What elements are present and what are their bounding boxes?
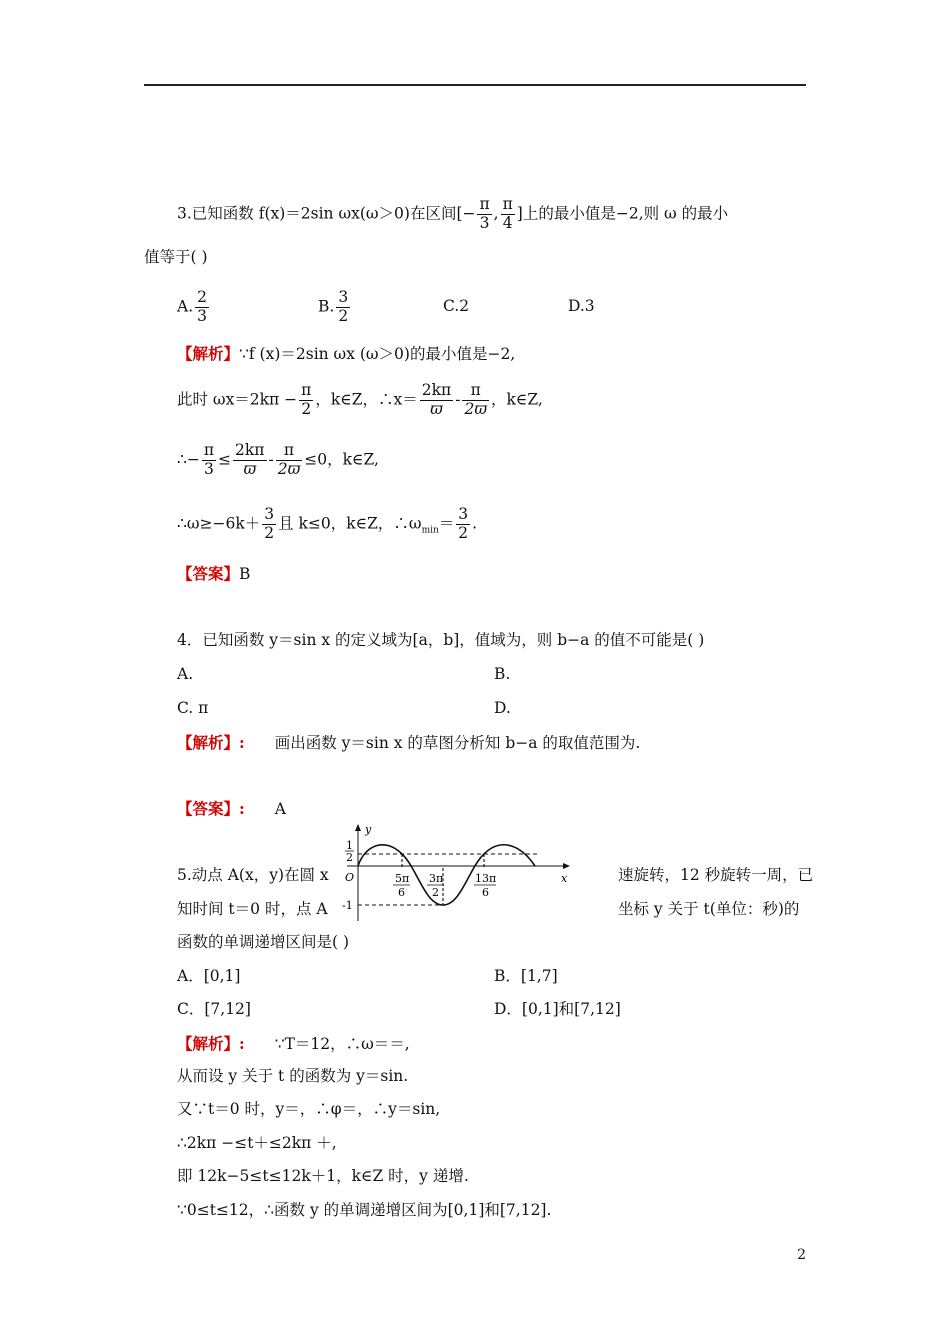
q3-option-a: A. $\frac{2}{3}$ [177, 288, 207, 325]
q5-analysis-line1: 【解析】: ∵T＝12，∴ω＝＝, [177, 1034, 410, 1053]
tick-3pi-2-num: 3π [429, 872, 444, 885]
tick-13pi-6-num: 13π [475, 872, 497, 885]
header-rule [144, 84, 806, 86]
q5-option-d: D．[0,1]和[7,12] [494, 1000, 621, 1018]
q4-option-d: D. [494, 699, 511, 717]
sine-graph-figure [325, 823, 605, 923]
q4-option-b: B. [494, 665, 511, 683]
q3-option-d: D.3 [568, 297, 595, 315]
page-number: 2 [797, 1247, 806, 1263]
q5-stem-line2a: 知时间 t＝0 时，点 A [177, 900, 328, 918]
q3-analysis-line3: ∴− $\frac{\pi}{3}$ ≤ $\frac{2k\pi}{ϖ}$ - $\frac{\pi}{2ϖ}$ ≤0，k∈Z, [177, 441, 379, 478]
q3-fraction-pi-3: $\frac{\pi}{3}$ [479, 195, 490, 232]
origin-label: O [345, 871, 355, 884]
y-axis-label: y [365, 823, 372, 836]
q3-fraction-pi-4: $\frac{\pi}{4}$ [502, 195, 513, 232]
q3-stem-a: 3.已知函数 f(x)＝2sin ωx(ω＞0)在区间[− [177, 204, 476, 223]
q5-analysis-line3: 又∵t＝0 时，y＝，∴φ＝，∴y＝sin, [177, 1100, 441, 1118]
q4-answer: 【答案】: A [177, 799, 286, 818]
tick-13pi-6-den: 6 [482, 886, 489, 899]
q5-option-a: A．[0,1] [177, 967, 241, 985]
q5-option-c: C．[7,12] [177, 1000, 251, 1018]
q3-stem-line1: 3.已知函数 f(x)＝2sin ωx(ω＞0)在区间[− $\frac{\pi}{3}$ , $\frac{\pi}{4}$ ]上的最小值是−2,则 ω 的最小 [177, 195, 729, 232]
q5-stem-line3: 函数的单调递增区间是( ) [177, 933, 350, 951]
q3-option-b: B. $\frac{3}{2}$ [318, 288, 349, 325]
half-den: 2 [346, 851, 353, 864]
q3-answer: 【答案】B [177, 564, 251, 583]
tick-3pi-2-den: 2 [432, 886, 439, 899]
q3-analysis-line4: ∴ω≥−6k＋ $\frac{3}{2}$ 且 k≤0，k∈Z，$\therefore\omega_{min}=$ $\frac{3}{2}$ . [177, 505, 478, 542]
analysis-tag: 【解析】: [177, 733, 245, 752]
x-axis-label: x [561, 872, 568, 885]
q4-stem: 4．已知函数 y＝sin x 的定义域为[a，b]，值域为，则 b−a 的值不可能是( ) [177, 631, 705, 649]
q5-analysis-line4: ∴2kπ −≤t＋≤2kπ ＋, [177, 1134, 337, 1152]
q5-analysis-line6: ∵0≤t≤12，∴函数 y 的单调递增区间为[0,1]和[7,12]. [177, 1201, 552, 1219]
q5-option-b: B．[1,7] [494, 967, 558, 985]
neg-one-label: -1 [342, 899, 353, 912]
q5-analysis-line2: 从而设 y 关于 t 的函数为 y＝sin. [177, 1067, 409, 1085]
q3-analysis-line1: 【解析】∵f (x)＝2sin ωx (ω＞0)的最小值是−2, [177, 344, 516, 363]
answer-tag: 【答案】: [177, 799, 245, 818]
q5-stem-line1a: 5.动点 A(x，y)在圆 x [177, 866, 329, 884]
q3-analysis-line2: 此时 ωx＝2kπ − $\frac{\pi}{2}$ ，k∈Z，∴x＝ $\frac{2k\pi}{ϖ}$ - $\frac{\pi}{2ϖ}$ ，k∈Z, [177, 381, 543, 418]
analysis-tag: 【解析】: [177, 1034, 245, 1053]
q3-stem-b: ]上的最小值是−2,则 ω 的最小 [516, 204, 729, 223]
q5-stem-line1b: 速旋转，12 秒旋转一周，已 [618, 866, 814, 884]
q4-option-c: C. π [177, 699, 209, 717]
half-num: 1 [346, 839, 353, 852]
tick-5pi-6-num: 5π [395, 872, 410, 885]
q5-stem-line2b: 坐标 y 关于 t(单位：秒)的 [618, 900, 800, 918]
answer-tag: 【答案】 [177, 564, 240, 583]
q4-option-a: A. [177, 665, 194, 683]
q4-analysis: 【解析】: 画出函数 y＝sin x 的草图分析知 b−a 的取值范围为. [177, 733, 641, 752]
q5-analysis-line5: 即 12k−5≤t≤12k＋1，k∈Z 时，y 递增. [177, 1167, 469, 1185]
q3-option-c: C.2 [443, 297, 470, 315]
tick-5pi-6-den: 6 [398, 886, 405, 899]
analysis-tag: 【解析】 [177, 344, 240, 363]
q3-stem-line2: 值等于( ) [144, 248, 208, 266]
